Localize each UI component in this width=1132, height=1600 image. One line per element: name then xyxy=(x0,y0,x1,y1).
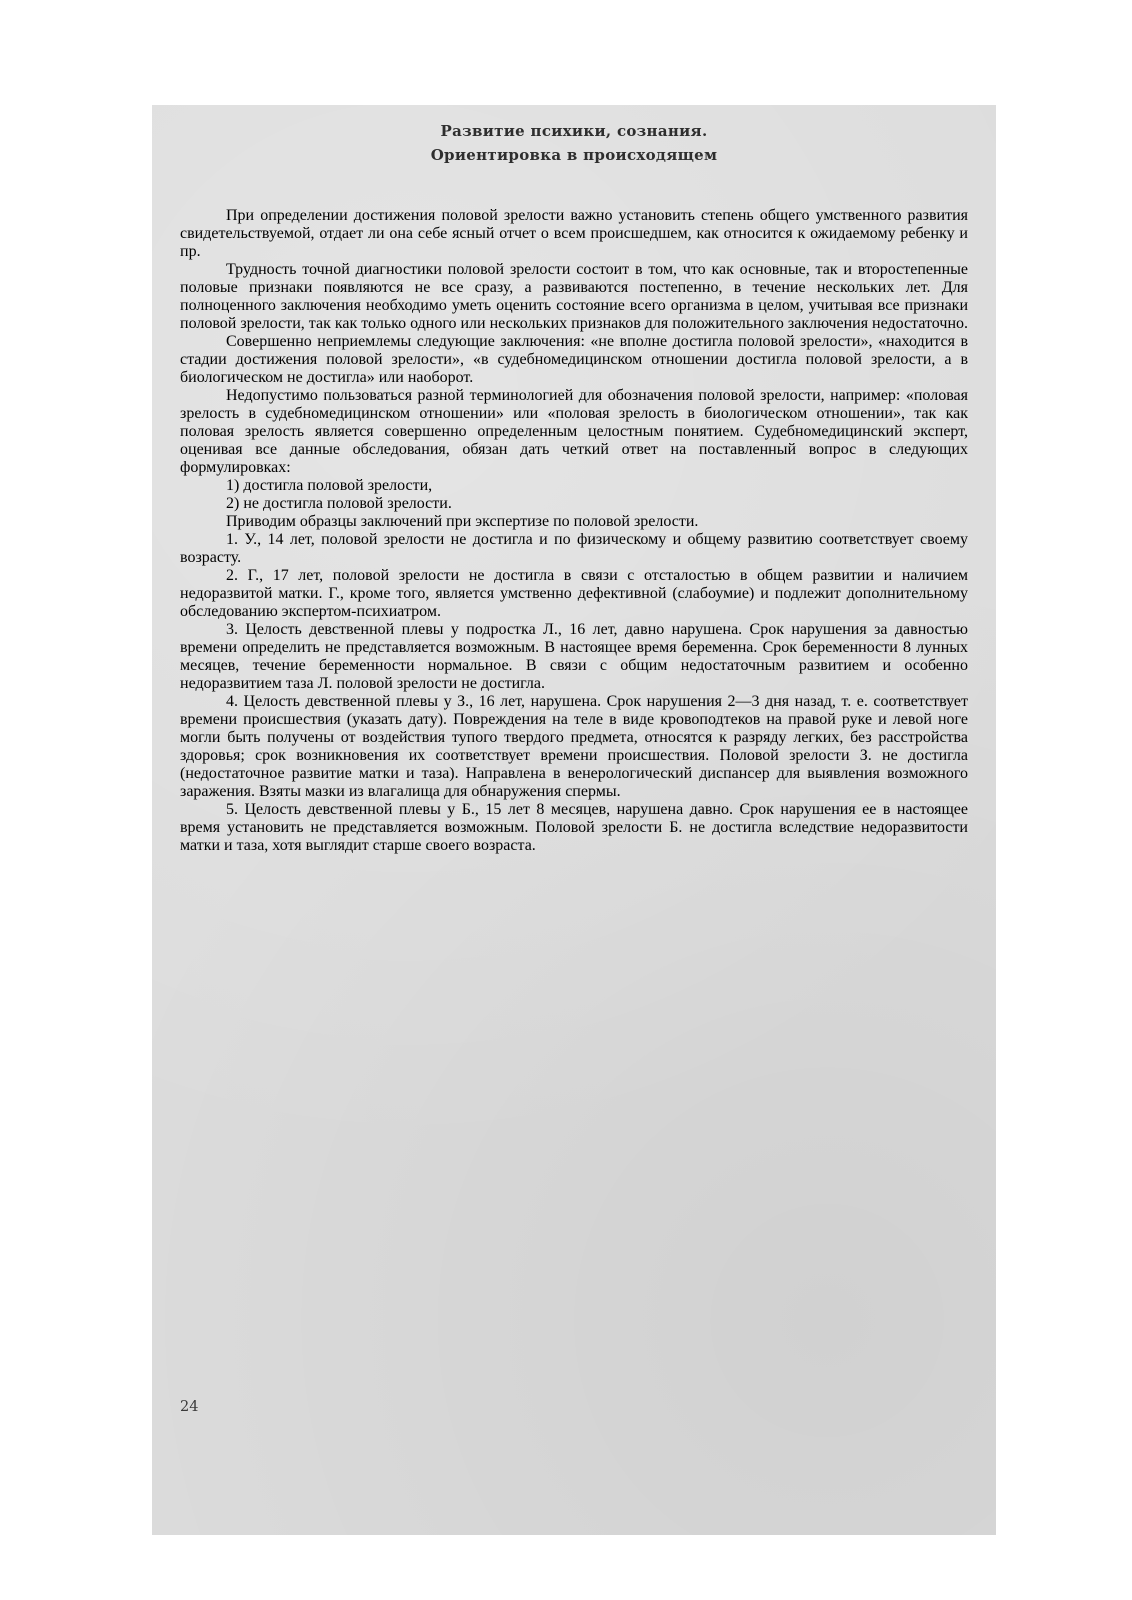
paragraph: При определении достижения половой зрелости важно установить степень общего умственного развития свидетельствуемой, отдает ли она себе ясный отчет о всем происшедшем, как относится к ожидаемому ребенку и пр. xyxy=(180,207,968,260)
paragraph: Недопустимо пользоваться разной терминологией для обозначения половой зрелости, например: «половая зрелость в судебномедицинском отношении» или «половая зрелость в биологическом отношении», так как половая зрелость является совершенно определенным целостным понятием. Судебномедицинский эксперт, оценивая все данные обследования, обязан дать четкий ответ на поставленный вопрос в следующих формулировках: xyxy=(180,387,968,476)
list-item: 2) не достигла половой зрелости. xyxy=(226,495,452,512)
section-title-line-2: Ориентировка в происходящем xyxy=(430,146,718,164)
paragraph: Трудность точной диагностики половой зрелости состоит в том, что как основные, так и второстепенные половые признаки появляются не все сразу, а развиваются постепенно, в течение нескольких лет. Для полноценного заключения необходимо уметь оценить состояние всего организма в целом, учитывая все признаки половой зрелости, так как только одного или нескольких признаков для положительного заключения недостаточно. xyxy=(180,261,968,332)
page-number: 24 xyxy=(180,1399,199,1415)
example-conclusion-4: 4. Целость девственной плевы у З., 16 лет, нарушена. Срок нарушения 2—3 дня назад, т. е. соответствует времени происшествия (указать дату). Повреждения на теле в виде кровоподтеков на правой руке и левой ноге могли быть получены от воздействия тупого твердого предмета, относятся к разряду легких, без расстройства здоровья; срок возникновения их соответствует времени происшествия. Половой зрелости З. не достигла (недостаточное развитие матки и таза). Направлена в венерологический диспансер для выявления возможного заражения. Взяты мазки из влагалища для обнаружения спермы. xyxy=(180,693,968,800)
example-conclusion-5: 5. Целость девственной плевы у Б., 15 лет 8 месяцев, нарушена давно. Срок нарушения ее в настоящее время установить не представляется возможным. Половой зрелости Б. не достигла вследствие недоразвитости матки и таза, хотя выглядит старше своего возраста. xyxy=(180,801,968,854)
paragraph: Совершенно неприемлемы следующие заключения: «не вполне достигла половой зрелости», «находится в стадии достижения половой зрелости», «в судебномедицинском отношении достигла половой зрелости, а в биологическом не достигла» или наоборот. xyxy=(180,333,968,386)
example-conclusion-1: 1. У., 14 лет, половой зрелости не достигла и по физическому и общему развитию соответствует своему возрасту. xyxy=(180,531,968,566)
scanned-page xyxy=(152,105,996,1535)
body-text xyxy=(180,207,968,855)
example-conclusion-3: 3. Целость девственной плевы у подростка Л., 16 лет, давно нарушена. Срок нарушения за давностью времени определить не представляется возможным. В настоящее время беременна. Срок беременности 8 лунных месяцев, течение беременности нормальное. В связи с общим недостаточным развитием и особенно недоразвитием таза Л. половой зрелости не достигла. xyxy=(180,621,968,692)
list-item: 1) достигла половой зрелости, xyxy=(226,477,433,494)
example-conclusion-2: 2. Г., 17 лет, половой зрелости не достигла в связи с отсталостью в общем развитии и наличием недоразвитой матки. Г., кроме того, является умственно дефективной (слабоумие) и подлежит дополнительному обследованию экспертом-психиатром. xyxy=(180,567,968,620)
paragraph: Приводим образцы заключений при экспертизе по половой зрелости. xyxy=(226,513,699,530)
section-title-line-1: Развитие психики, сознания. xyxy=(440,122,708,140)
